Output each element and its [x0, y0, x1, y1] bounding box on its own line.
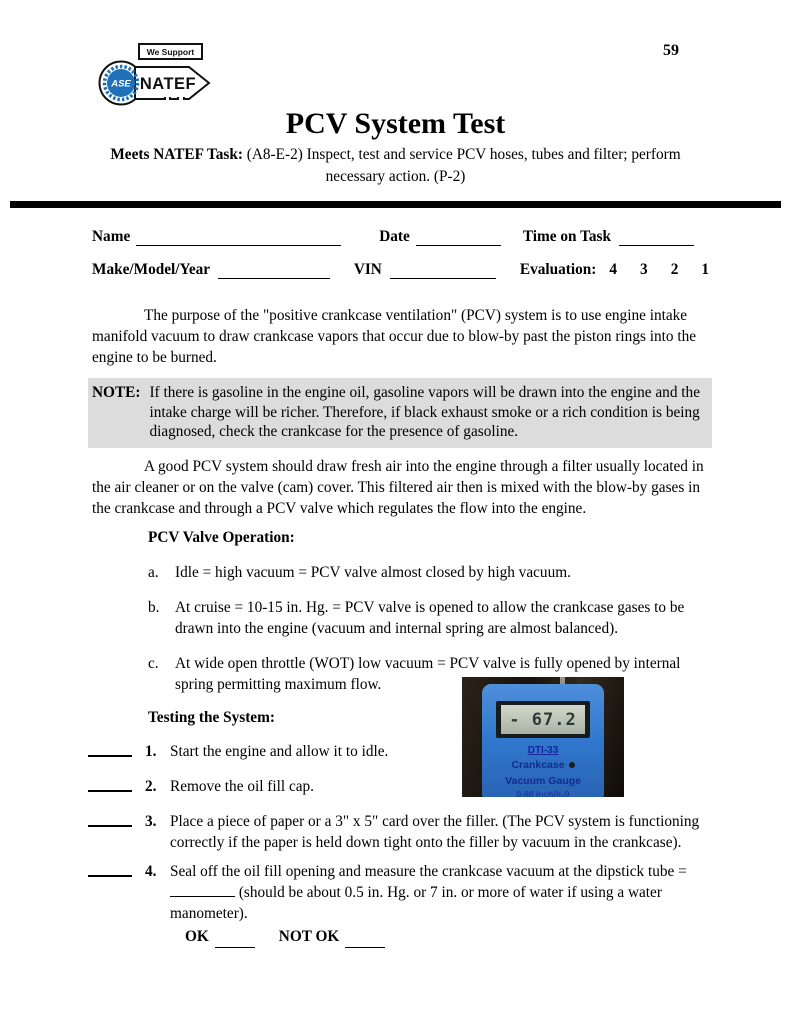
date-label: Date [379, 228, 410, 245]
step-completion-blank [88, 825, 132, 827]
test-step-1 [0, 741, 791, 762]
vin-blank [390, 263, 496, 279]
vehicle-row [92, 261, 709, 279]
test-step-3 [0, 811, 791, 853]
ok-notok-row [185, 926, 791, 948]
name-date-row [92, 228, 709, 246]
note-box [88, 378, 712, 448]
natef-task-line [0, 142, 791, 166]
step-text: Start the engine and allow it to idle. [170, 742, 389, 760]
gauge-range-label: 0-60 Inch/h₂0 [516, 789, 570, 797]
evaluation-scores [609, 261, 709, 279]
note-label: NOTE: [92, 384, 141, 401]
task-label: Meets NATEF Task: [110, 146, 243, 163]
evaluation-label: Evaluation: [519, 261, 597, 278]
natef-logo [93, 38, 217, 112]
not-ok-blank [345, 932, 385, 948]
step-text-end: (should be about 0.5 in. Hg. or 7 in. or more of water if using a water manometer). [170, 883, 662, 922]
logo-org-text: NATEF [139, 75, 197, 93]
vin-label: VIN [353, 261, 382, 278]
time-on-task-label: Time on Task [522, 228, 611, 245]
time-on-task-blank [619, 230, 694, 246]
item-label: c. [148, 654, 159, 672]
valve-operation-heading: PCV Valve Operation: [148, 528, 295, 546]
test-step-2 [0, 776, 791, 797]
intro-paragraph: The purpose of the "positive crankcase ventilation" (PCV) system is to use engine intake manifold vacuum to draw crankcase vapors that occur due to blow-by past the piston rings into the engine to be burned. [92, 307, 697, 366]
natef-key-logo-graphic [93, 38, 217, 112]
step-completion-blank [88, 755, 132, 757]
name-blank [136, 230, 341, 246]
step-number: 4. [145, 862, 157, 880]
evaluation-score: 2 [670, 261, 679, 278]
step-number: 1. [145, 742, 157, 760]
gauge-name-line2: Vacuum Gauge [505, 774, 581, 787]
make-model-year-blank [218, 263, 330, 279]
page-number: 59 [663, 42, 679, 59]
header-divider-rule [10, 201, 781, 208]
ase-logo-text: ASE [111, 78, 131, 90]
step-completion-blank [88, 790, 132, 792]
item-label: a. [148, 563, 159, 581]
task-text-line1: (A8-E-2) Inspect, test and service PCV hoses, tubes and filter; perform [246, 146, 681, 163]
gauge-logo-dot-icon [569, 762, 575, 768]
gauge-photo [462, 677, 624, 797]
step-completion-blank [88, 875, 132, 877]
evaluation-score: 1 [701, 261, 709, 278]
gauge-model-label: DTI-33 [527, 745, 559, 756]
name-label: Name [92, 228, 131, 245]
logo-support-text: We Support [146, 47, 195, 57]
make-model-year-label: Make/Model/Year [92, 261, 211, 278]
step-text: Remove the oil fill cap. [170, 777, 315, 795]
step-number: 2. [145, 777, 157, 795]
step-text-start: Seal off the oil fill opening and measure the crankcase vacuum at the dipstick tube = [170, 862, 687, 880]
evaluation-score: 3 [640, 261, 648, 278]
pcv-description-paragraph: A good PCV system should draw fresh air into the engine through a filter usually located in the air cleaner or on the valve (cam) cover. This filtered air then is mixed with the blow-by gases in the crankcase and through a PCV valve which regulates the flow into the engine. [92, 457, 704, 517]
item-text: Idle = high vacuum = PCV valve almost closed by high vacuum. [175, 563, 571, 581]
ok-blank [215, 932, 255, 948]
vacuum-gauge-device [482, 684, 604, 797]
valve-operation-item-a [148, 562, 791, 583]
measurement-blank [170, 883, 235, 897]
evaluation-score: 4 [609, 261, 618, 278]
gauge-name-line1: Crankcase [482, 759, 604, 772]
task-text-line2: necessary action. (P-2) [325, 168, 466, 185]
testing-heading: Testing the System: [148, 708, 275, 726]
step-text [170, 861, 700, 924]
form-fields [0, 228, 791, 279]
item-text: At wide open throttle (WOT) low vacuum = PCV valve is fully opened by internal spring permitting maximum flow. [175, 654, 681, 693]
valve-operation-item-b [148, 597, 791, 639]
lcd-frame [496, 701, 590, 738]
step-text: Place a piece of paper or a 3" x 5" card over the filler. (The PCV system is functioning correctly if the paper is held down tight onto the filler by vacuum in the crankcase). [170, 812, 700, 851]
ok-label: OK [185, 927, 209, 945]
note-text: If there is gasoline in the engine oil, gasoline vapors will be drawn into the engine and the intake charge will be richer. Therefore, if black exhaust smoke or a rich condition is being diagnosed, check the crankcase for the presence of gasoline. [149, 384, 700, 440]
step-number: 3. [145, 812, 157, 830]
item-text: At cruise = 10-15 in. Hg. = PCV valve is opened to allow the crankcase gases to be drawn into the engine (vacuum and internal spring are almost balanced). [175, 598, 685, 637]
page-title: PCV System Test [285, 107, 506, 140]
not-ok-label: NOT OK [278, 927, 340, 945]
item-label: b. [148, 598, 160, 616]
date-blank [416, 230, 501, 246]
test-step-4 [0, 861, 791, 924]
lcd-display: - 67.2 [501, 705, 585, 734]
